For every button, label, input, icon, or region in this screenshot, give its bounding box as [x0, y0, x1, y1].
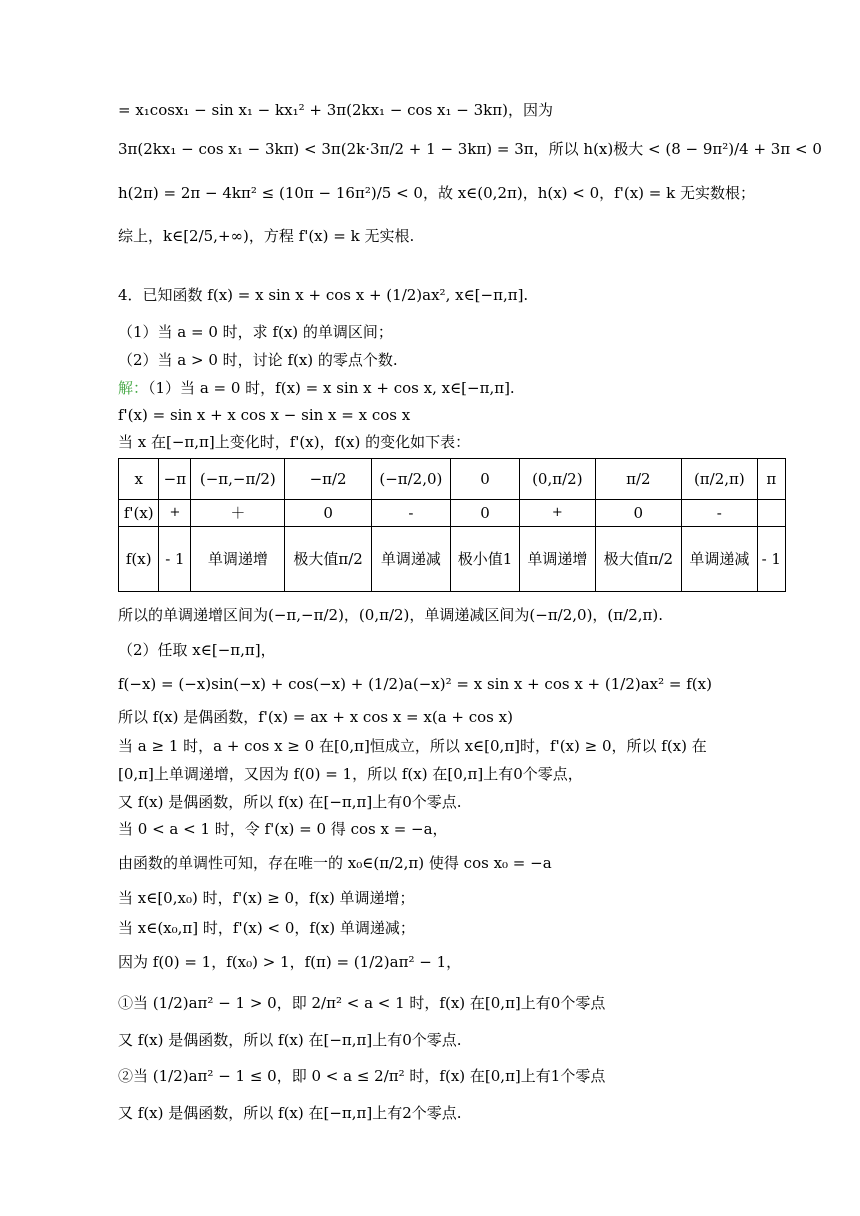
solution-line: [118, 378, 515, 398]
text-line: （2）任取 x∈[−π,π]，: [118, 641, 276, 659]
solution-label: 解：: [118, 379, 149, 397]
text-line: ①当 (1/2)aπ² − 1 > 0，即 2/π² < a < 1 时，f(x) 在[0,π]上有0个零点: [118, 994, 606, 1012]
table-row: [119, 459, 786, 500]
text-line: 当 a ≥ 1 时，a + cos x ≥ 0 在[0,π]恒成立，所以 x∈[0,π]时，f'(x) ≥ 0，所以 f(x) 在: [118, 737, 707, 755]
text-line: f(−x) = (−x)sin(−x) + cos(−x) + (1/2)a(−x)² = x sin x + cos x + (1/2)ax² = f(x): [118, 675, 712, 693]
table-cell: (−π,−π/2): [191, 459, 285, 500]
table-cell: 0: [450, 459, 519, 500]
solution-text: （1）当 a = 0 时，f(x) = x sin x + cos x, x∈[−π,π].: [148, 379, 515, 397]
table-row: [119, 500, 786, 527]
text-line: 所以的单调递增区间为(−π,−π/2)，(0,π/2)，单调递减区间为(−π/2,0)，(π/2,π).: [118, 606, 663, 624]
text-line: 综上，k∈[2/5,+∞)，方程 f'(x) = k 无实根.: [118, 227, 415, 245]
table-cell: 极大值π/2: [595, 527, 682, 592]
table-cell: −π: [159, 459, 191, 500]
table-row: [119, 527, 786, 592]
table-cell: - 1: [159, 527, 191, 592]
table-cell: +: [520, 500, 596, 527]
table-cell: π/2: [595, 459, 682, 500]
table-cell: 单调递增: [520, 527, 596, 592]
variation-table: [118, 458, 786, 592]
table-cell: +: [159, 500, 191, 527]
text-line: 又 f(x) 是偶函数，所以 f(x) 在[−π,π]上有0个零点.: [118, 1031, 462, 1049]
problem-stem: 4．已知函数 f(x) = x sin x + cos x + (1/2)ax², x∈[−π,π].: [118, 286, 529, 304]
table-cell: -: [371, 500, 450, 527]
table-cell: 0: [595, 500, 682, 527]
text-line: 当 x∈[0,x₀) 时，f'(x) ≥ 0，f(x) 单调递增；: [118, 889, 415, 907]
text-line: 又 f(x) 是偶函数，所以 f(x) 在[−π,π]上有2个零点.: [118, 1104, 462, 1122]
table-cell: 0: [285, 500, 372, 527]
table-cell: [757, 500, 785, 527]
question-2: （2）当 a > 0 时，讨论 f(x) 的零点个数.: [118, 351, 398, 369]
table-intro: 当 x 在[−π,π]上变化时，f'(x)，f(x) 的变化如下表：: [118, 433, 471, 451]
text-line: h(2π) = 2π − 4kπ² ≤ (10π − 16π²)/5 < 0，故 x∈(0,2π)，h(x) < 0，f'(x) = k 无实数根；: [118, 184, 755, 202]
text-line: [0,π]上单调递增，又因为 f(0) = 1，所以 f(x) 在[0,π]上有0个零点，: [118, 765, 583, 783]
table-cell: (0,π/2): [520, 459, 596, 500]
table-cell: 单调递增: [191, 527, 285, 592]
derivative-line: f'(x) = sin x + x cos x − sin x = x cos x: [118, 406, 411, 424]
table-cell: f'(x): [119, 500, 159, 527]
table-cell: (π/2,π): [682, 459, 758, 500]
table-cell: 单调递减: [371, 527, 450, 592]
text-line: 3π(2kx₁ − cos x₁ − 3kπ) < 3π(2k·3π/2 + 1 − 3kπ) = 3π，所以 h(x)极大 < (8 − 9π²)/4 + 3π < 0: [118, 140, 822, 158]
question-1: （1）当 a = 0 时，求 f(x) 的单调区间；: [118, 323, 393, 341]
text-line: 由函数的单调性可知，存在唯一的 x₀∈(π/2,π) 使得 cos x₀ = −a: [118, 854, 552, 872]
table-cell: f(x): [119, 527, 159, 592]
text-line: 又 f(x) 是偶函数，所以 f(x) 在[−π,π]上有0个零点.: [118, 793, 462, 811]
table-cell: −π/2: [285, 459, 372, 500]
table-cell: -: [682, 500, 758, 527]
text-line: 所以 f(x) 是偶函数，f'(x) = ax + x cos x = x(a + cos x): [118, 708, 513, 726]
table-cell: 0: [450, 500, 519, 527]
text-line: = x₁cosx₁ − sin x₁ − kx₁² + 3π(2kx₁ − cos x₁ − 3kπ)，因为: [118, 101, 553, 119]
text-line: 因为 f(0) = 1，f(x₀) > 1，f(π) = (1/2)aπ² − 1，: [118, 953, 462, 971]
table-cell: (−π/2,0): [371, 459, 450, 500]
text-line: ②当 (1/2)aπ² − 1 ≤ 0，即 0 < a ≤ 2/π² 时，f(x) 在[0,π]上有1个零点: [118, 1067, 606, 1085]
table-cell: 单调递减: [682, 527, 758, 592]
table-cell: x: [119, 459, 159, 500]
table-cell: 极大值π/2: [285, 527, 372, 592]
text-line: 当 0 < a < 1 时，令 f'(x) = 0 得 cos x = −a，: [118, 820, 448, 838]
table-cell: - 1: [757, 527, 785, 592]
table-cell: ＋: [191, 500, 285, 527]
table-cell: π: [757, 459, 785, 500]
table-cell: 极小值1: [450, 527, 519, 592]
text-line: 当 x∈(x₀,π] 时，f'(x) < 0，f(x) 单调递减；: [118, 919, 415, 937]
